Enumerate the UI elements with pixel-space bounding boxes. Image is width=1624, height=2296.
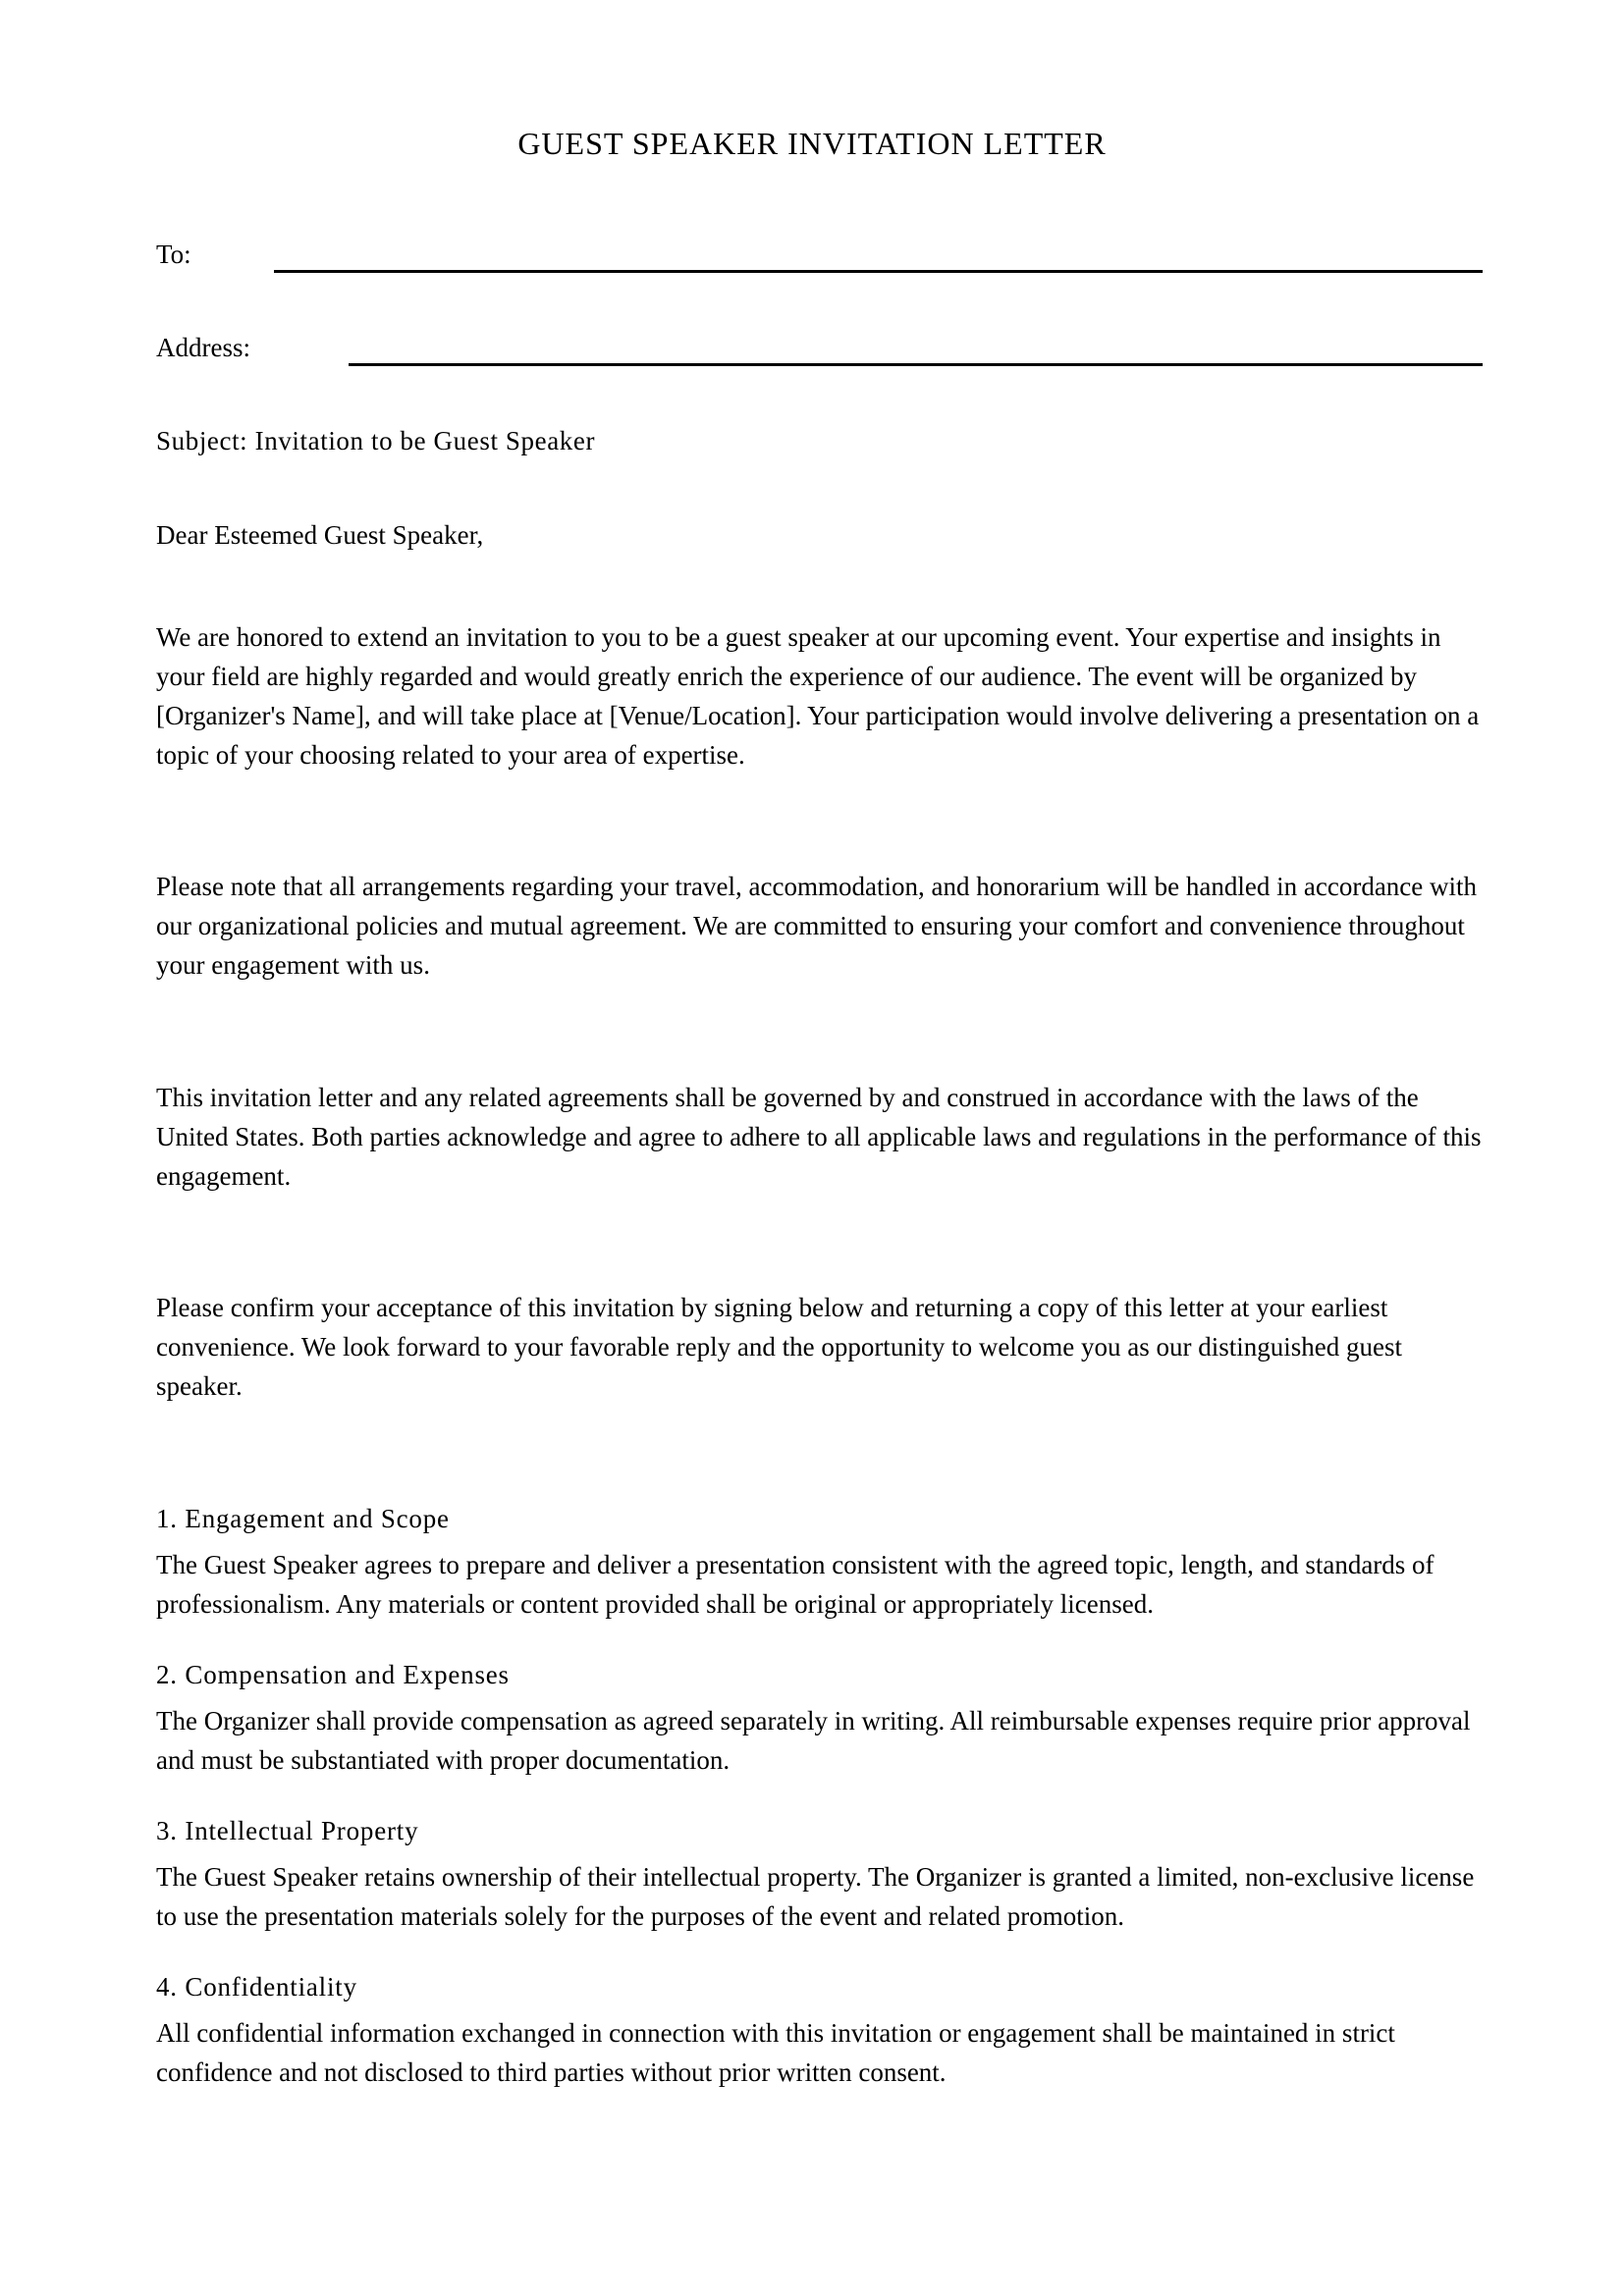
salutation: Dear Esteemed Guest Speaker, <box>156 520 484 550</box>
clause-body: The Guest Speaker agrees to prepare and deliver a presentation consistent with the agreed topic, length, and standards of professionalism. Any materials or content provided shall be original or appropriately licensed. <box>156 1550 1435 1619</box>
body-paragraph: Please note that all arrangements regarding your travel, accommodation, and honorarium will be handled in accordance with our organizational policies and mutual agreement. We are committed to ensuring your comfort and convenience throughout your engagement with us. <box>156 872 1478 980</box>
address-field-line[interactable] <box>349 363 1483 366</box>
document-title: GUEST SPEAKER INVITATION LETTER <box>517 126 1107 161</box>
body-paragraph: Please confirm your acceptance of this invitation by signing below and returning a copy of this letter at your earliest convenience. We look forward to your favorable reply and the opportunity to welcome you as our distinguished guest speaker. <box>156 1293 1402 1401</box>
body-paragraph: We are honored to extend an invitation to you to be a guest speaker at our upcoming event. Your expertise and insights in your field are highly regarded and would greatly enrich the experience of our audience. The event will be organized by [Organizer's Name], and will take place at [Venue/Location]. Your participation would involve delivering a presentation on a topic of your choosing related to your area of expertise. <box>156 622 1480 770</box>
subject-line: Subject: Invitation to be Guest Speaker <box>156 426 596 455</box>
clause-heading: 2. Compensation and Expenses <box>156 1660 510 1689</box>
clause-heading: 4. Confidentiality <box>156 1972 357 2002</box>
to-label: To: <box>156 240 191 269</box>
clause-heading: 1. Engagement and Scope <box>156 1504 450 1533</box>
clause-body: The Organizer shall provide compensation as agreed separately in writing. All reimbursable expenses require prior approval and must be substantiated with proper documentation. <box>156 1706 1471 1775</box>
body-paragraph: This invitation letter and any related agreements shall be governed by and construed in accordance with the laws of the United States. Both parties acknowledge and agree to adhere to all applicable laws and regulations in the performance of this engagement. <box>156 1083 1482 1191</box>
to-field-line[interactable] <box>274 270 1483 273</box>
clause-heading: 3. Intellectual Property <box>156 1816 419 1845</box>
clause-body: The Guest Speaker retains ownership of their intellectual property. The Organizer is granted a limited, non-exclusive license to use the presentation materials solely for the purposes of the event and related promotion. <box>156 1862 1475 1931</box>
clause-body: All confidential information exchanged in connection with this invitation or engagement shall be maintained in strict confidence and not disclosed to third parties without prior written consent. <box>156 2018 1395 2087</box>
address-label: Address: <box>156 333 250 362</box>
